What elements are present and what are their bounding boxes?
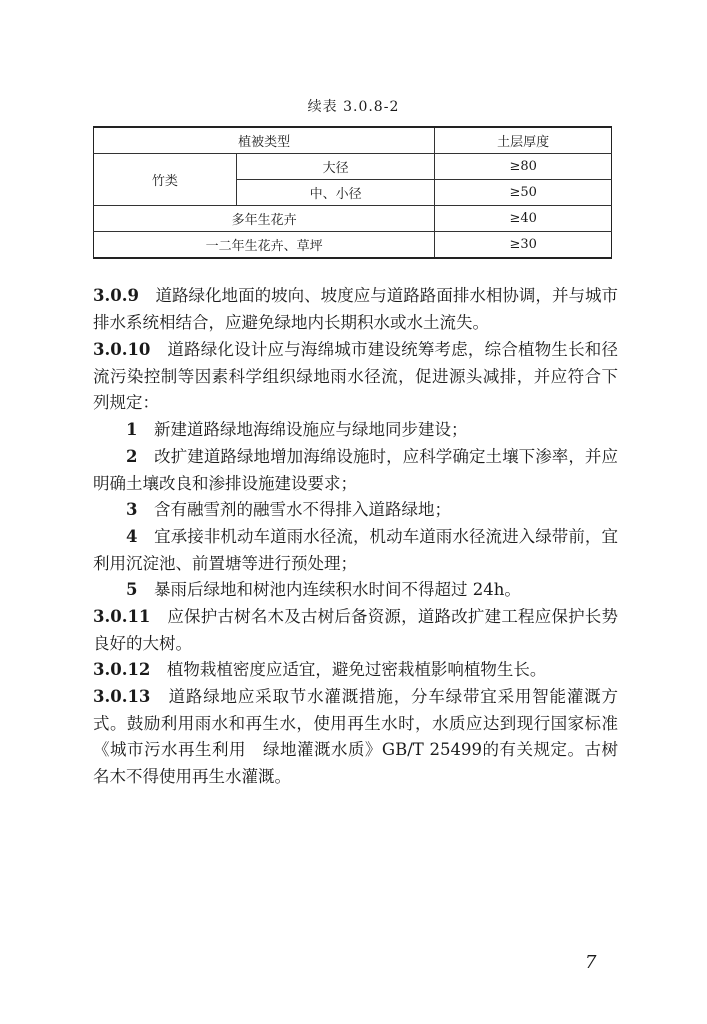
item-text: 含有融雪剂的融雪水不得排入道路绿地；	[153, 500, 451, 519]
clause-text: 道路绿地应采取节水灌溉措施，分车绿带宜采用智能灌溉方式。鼓励利用雨水和再生水，使用再生水时，水质应达到现行国家标准《城市污水再生利用 绿地灌溉水质》GB/T 25499的有关规定。古树名木不得使用再生水灌溉。	[93, 687, 619, 786]
item-number: 3	[126, 500, 138, 519]
item-number: 2	[126, 447, 138, 466]
clause-3-0-9	[93, 283, 618, 336]
list-item	[93, 444, 618, 497]
list-item	[93, 497, 618, 524]
bamboo-cell: 竹类	[94, 154, 237, 206]
table-row	[94, 154, 612, 180]
type-cell: 一二年生花卉、草坪	[94, 232, 435, 259]
list-item	[93, 417, 618, 444]
item-number: 1	[126, 420, 138, 439]
clause-text: 植物栽植密度应适宜，避免过密栽植影响植物生长。	[166, 660, 547, 679]
depth-cell: ≥50	[435, 180, 612, 206]
clause-number: 3.0.13	[93, 687, 151, 706]
header-soil-depth: 土层厚度	[435, 127, 612, 154]
item-text: 改扩建道路绿地增加海绵设施时，应科学确定土壤下渗率，并应明确土壤改良和渗排设施建设要求；	[93, 447, 619, 493]
table-header-row	[94, 127, 612, 154]
clause-3-0-13	[93, 684, 618, 790]
item-text: 暴雨后绿地和树池内连续积水时间不得超过 24h。	[153, 580, 521, 599]
item-number: 4	[126, 527, 138, 546]
clause-text: 道路绿化设计应与海绵城市建设统筹考虑，综合植物生长和径流污染控制等因素科学组织绿地雨水径流，促进源头减排，并应符合下列规定：	[93, 340, 619, 413]
soil-depth-table	[93, 126, 612, 259]
table-row	[94, 206, 612, 232]
depth-cell: ≥80	[435, 154, 612, 180]
header-vegetation-type: 植被类型	[94, 127, 435, 154]
clause-number: 3.0.11	[93, 607, 151, 626]
depth-cell: ≥30	[435, 232, 612, 259]
clause-number: 3.0.12	[93, 660, 151, 679]
subtype-cell: 中、小径	[236, 180, 434, 206]
page-number: 7	[585, 952, 597, 973]
clause-text: 应保护古树名木及古树后备资源，道路改扩建工程应保护长势良好的大树。	[93, 607, 619, 653]
item-text: 宜承接非机动车道雨水径流，机动车道雨水径流进入绿带前，宜利用沉淀池、前置塘等进行预处理；	[93, 527, 619, 573]
depth-cell: ≥40	[435, 206, 612, 232]
list-item	[93, 524, 618, 577]
clause-number: 3.0.10	[93, 340, 151, 359]
item-text: 新建道路绿地海绵设施应与绿地同步建设；	[153, 420, 468, 439]
clause-3-0-12	[93, 657, 618, 684]
type-cell: 多年生花卉	[94, 206, 435, 232]
clause-3-0-11	[93, 604, 618, 657]
list-item	[93, 577, 618, 604]
clause-number: 3.0.9	[93, 286, 139, 305]
clause-3-0-10	[93, 337, 618, 417]
table-row	[94, 232, 612, 259]
clause-text: 道路绿化地面的坡向、坡度应与道路路面排水相协调，并与城市排水系统相结合，应避免绿地内长期积水或水土流失。	[93, 286, 619, 332]
subtype-cell: 大径	[236, 154, 434, 180]
table-caption: 续表 3.0.8-2	[307, 99, 400, 115]
item-number: 5	[126, 580, 138, 599]
